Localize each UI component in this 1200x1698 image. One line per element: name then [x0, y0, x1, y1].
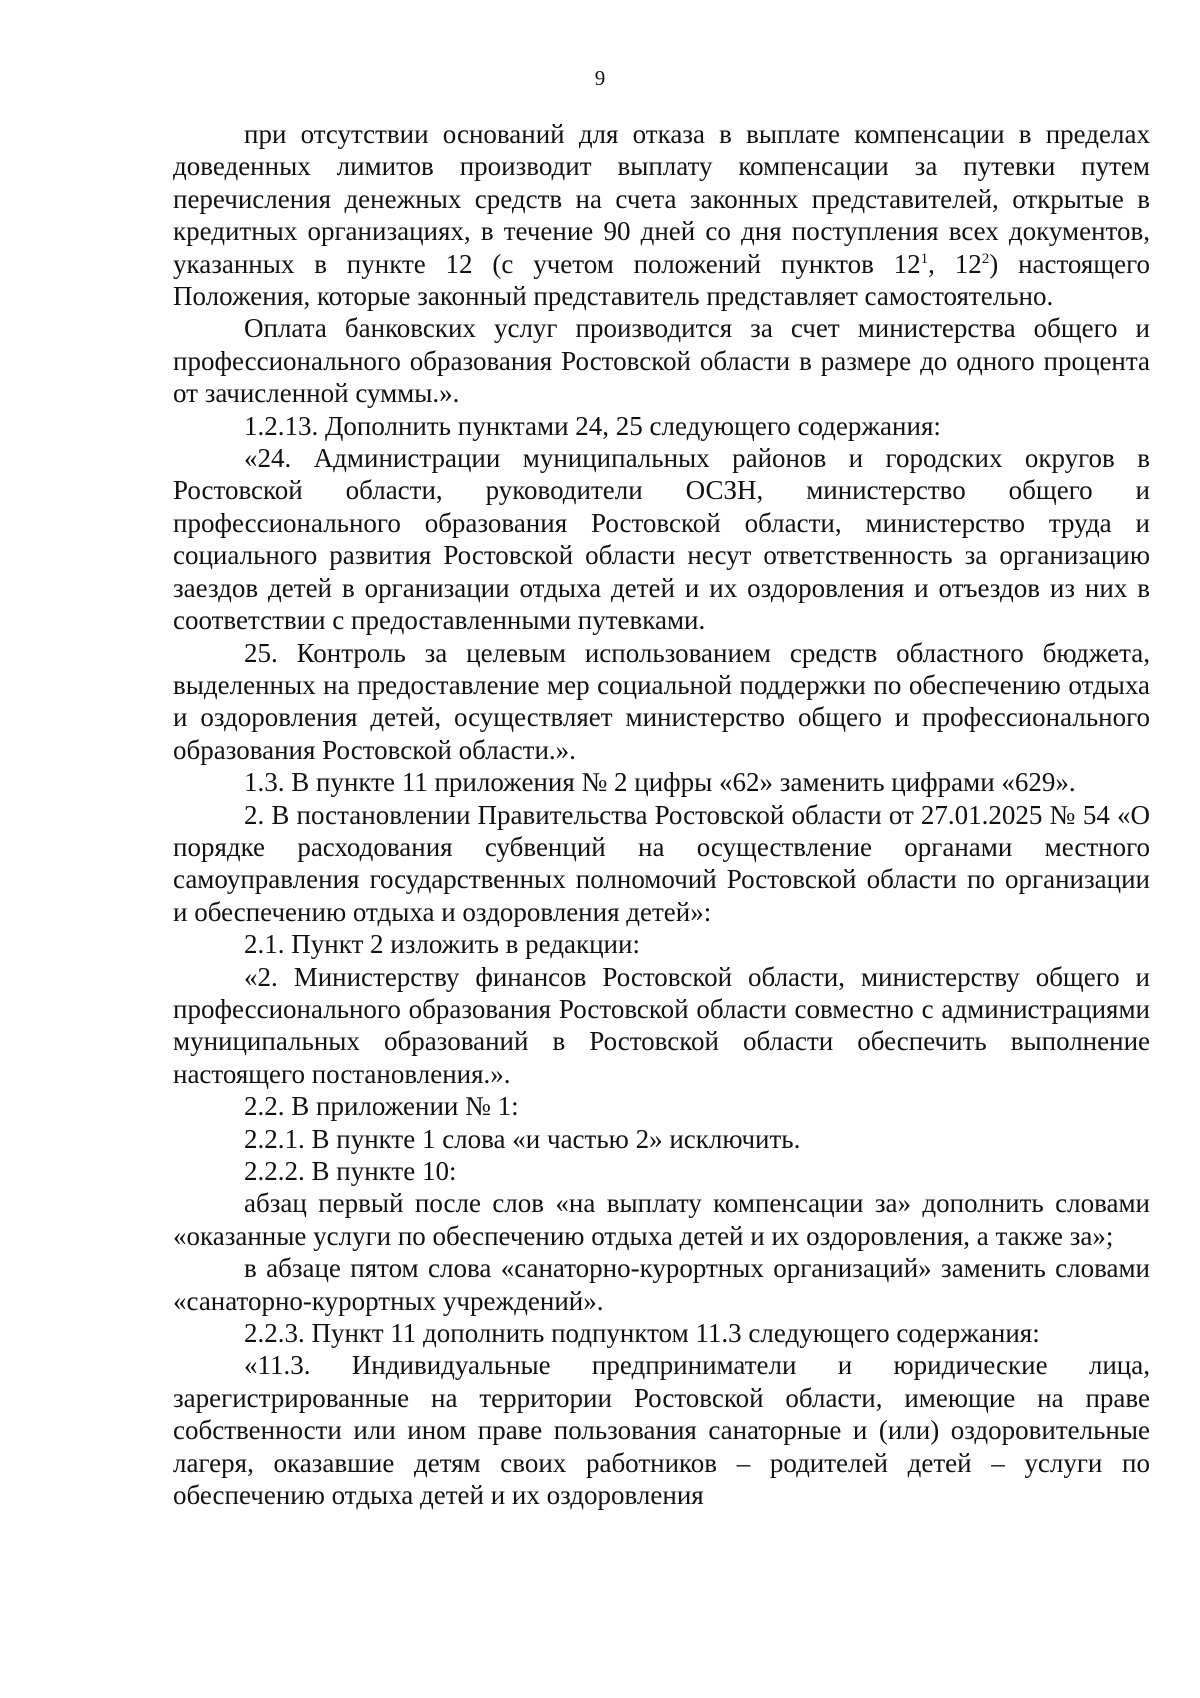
paragraph: 2.2.1. В пункте 1 слова «и частью 2» исключить. — [244, 1123, 801, 1154]
paragraph: 2.2.2. В пункте 10: — [244, 1156, 457, 1186]
paragraph: 2. В постановлении Правительства Ростовской области от 27.01.2025 № 54 «О порядке расходования субвенций на осуществление органами местного самоуправления государственных полномочий Ростовской области по организации и обеспечению отдыха и оздоровления детей»: — [173, 799, 1150, 927]
paragraph: в абзаце пятом слова «санаторно-курортных организаций» заменить словами «санаторно-курортных учреждений». — [173, 1253, 1150, 1316]
paragraph: 2.2. В приложении № 1: — [244, 1091, 519, 1122]
paragraph: «11.3. Индивидуальные предприниматели и юридические лица, зарегистрированные на территории Ростовской области, имеющие на праве собственности или ином праве пользования санаторные и (или) оздоровительные лагеря, оказавшие детям своих работников – родителей детей – услуги по обеспечению отдыха детей и их оздоровления — [173, 1350, 1150, 1511]
paragraph: Оплата банковских услуг производится за счет министерства общего и профессионального образования Ростовской области в размере до одного процента от зачисленной суммы.». — [173, 313, 1150, 409]
paragraph: «24. Администрации муниципальных районов и городских округов в Ростовской области, руководители ОСЗН, министерство общего и профессионального образования Ростовской области, министерство труда и социального развития Ростовской области несут ответственность за организацию заездов детей в организации отдыха детей и их оздоровления и отъездов из них в соответствии с предоставленными путевками. — [173, 443, 1150, 636]
document-body — [173, 118, 1150, 1511]
paragraph: 1.2.13. Дополнить пунктами 24, 25 следующего содержания: — [244, 410, 941, 441]
paragraph: 25. Контроль за целевым использованием средств областного бюджета, выделенных на предоставление мер социальной поддержки по обеспечению отдыха и оздоровления детей, осуществляет министерство общего и профессионального образования Ростовской области.». — [173, 637, 1150, 765]
page-number: 9 — [594, 66, 606, 90]
paragraph: 1.3. В пункте 11 приложения № 2 цифры «62» заменить цифрами «629». — [244, 767, 1076, 798]
paragraph: 2.1. Пункт 2 изложить в редакции: — [244, 929, 640, 960]
paragraph: абзац первый после слов «на выплату компенсации за» дополнить словами «оказанные услуги по обеспечению отдыха детей и их оздоровления, а также за»; — [173, 1188, 1150, 1251]
paragraph: 2.2.3. Пункт 11 дополнить подпунктом 11.3 следующего содержания: — [244, 1318, 1040, 1349]
paragraph: при отсутствии оснований для отказа в выплате компенсации в пределах доведенных лимитов производит выплату компенсации за путевки путем перечисления денежных средств на счета законных представителей, открытые в кредитных организациях, в течение 90 дней со дня поступления всех документов, указанных в пункте 12 (с учетом положений пунктов $12^1$, $12^2$) настоящего Положения, которые законный представитель представляет самостоятельно. — [173, 119, 1151, 312]
paragraph: «2. Министерству финансов Ростовской области, министерству общего и профессионального образования Ростовской области совместно с администрациями муниципальных образований в Ростовской области обеспечить выполнение настоящего постановления.». — [173, 961, 1150, 1089]
